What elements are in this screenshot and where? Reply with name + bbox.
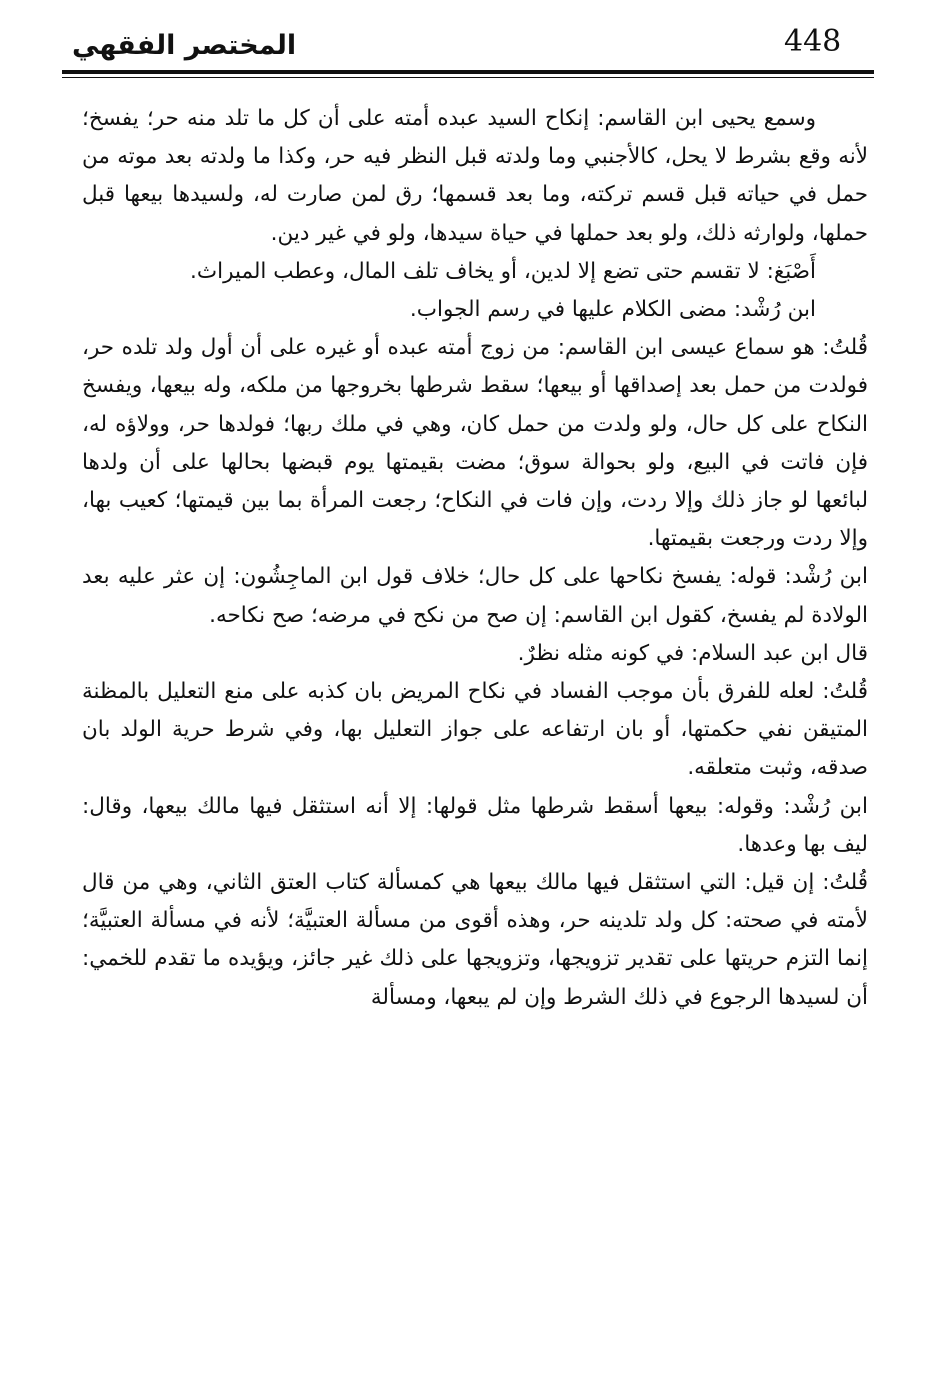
paragraph-8: ابن رُشْد: وقوله: بيعها أسقط شرطها مثل قولها: إلا أنه استثقل فيها مالك بيعها، وقال: ليف بها وعدها. bbox=[82, 793, 868, 857]
paragraph-4: قُلتُ: هو سماع عيسى ابن القاسم: من زوج أمته عبده أو غيره على أن أول ولد تلده حر، فولدت من حمل بعد إصداقها أو بيعها؛ سقط شرطها بخروجها من ملكه، وله بيعها، ويفسخ النكاح على كل حال، ولو ولدت من حمل كان، وهي في ملك ربها؛ فولدها حر، وولاؤه له، فإن فاتت في البيع، ولو بحوالة سوق؛ مضت بقيمتها يوم قبضها بحالها على أن ولدها لبائعها لو جاز ذلك وإلا ردت، وإن فات في النكاح؛ رجعت المرأة بما بين قيمتها؛ كعيب بها، وإلا ردت ورجعت بقيمتها. bbox=[82, 335, 868, 552]
paragraph-3: ابن رُشْد: مضى الكلام عليها في رسم الجواب. bbox=[409, 297, 816, 323]
body-text bbox=[82, 100, 868, 1017]
page-number: 448 bbox=[784, 24, 842, 59]
paragraph-9: قُلتُ: إن قيل: التي استثقل فيها مالك بيعها هي كمسألة كتاب العتق الثاني، وهي من قال لأمته في صحته: كل ولد تلدينه حر، وهذه أقوى من مسألة العتبيَّة؛ لأنه في مسألة العتبيَّة؛ إنما التزم حريتها على تقدير تزويجها، وتزويجها على ذلك غير جائز، ويؤيده ما تقدم للخمي: أن لسيدها الرجوع في ذلك الشرط وإن لم يبعها، ومسألة bbox=[82, 870, 868, 1010]
page-header bbox=[72, 22, 872, 70]
paragraph-2: أَصْبَغ: لا تقسم حتى تضع إلا لدين، أو يخاف تلف المال، وعطب الميراث. bbox=[190, 258, 816, 284]
header-rule-thin bbox=[62, 77, 874, 78]
paragraph-7: قُلتُ: لعله للفرق بأن موجب الفساد في نكاح المريض بان كذبه على منع التعليل بالمظنة المتيقن نفي حكمتها، أو بان ارتفاعه على جواز التعليل بها، وفي شرط حرية الولد بان صدقه، وثبت متعلقه. bbox=[82, 679, 868, 781]
paragraph-1: وسمع يحيى ابن القاسم: إنكاح السيد عبده أمته على أن كل ما تلد منه حر؛ يفسخ؛ لأنه وقع بشرط لا يحل، كالأجنبي وما ولدته قبل النظر فيه حر، وكذا ما ولدته بعد موته من حمل في حياته قبل قسم تركته، وما بعد قسمها؛ رق لمن صارت له، ولسيدها بيعها قبل حملها، ولوارثه ذلك، ولو بعد حملها في حياة سيدها، ولو في غير دين. bbox=[82, 106, 868, 246]
header-rule-thick bbox=[62, 70, 874, 74]
running-title: المختصر الفقهي bbox=[72, 30, 297, 61]
paragraph-6: قال ابن عبد السلام: في كونه مثله نظرٌ. bbox=[517, 640, 868, 666]
paragraph-5: ابن رُشْد: قوله: يفسخ نكاحها على كل حال؛ خلاف قول ابن الماجِشُون: إن عثر عليه بعد الولادة لم يفسخ، كقول ابن القاسم: إن صح من نكح في مرضه؛ صح نكاحه. bbox=[82, 564, 868, 628]
